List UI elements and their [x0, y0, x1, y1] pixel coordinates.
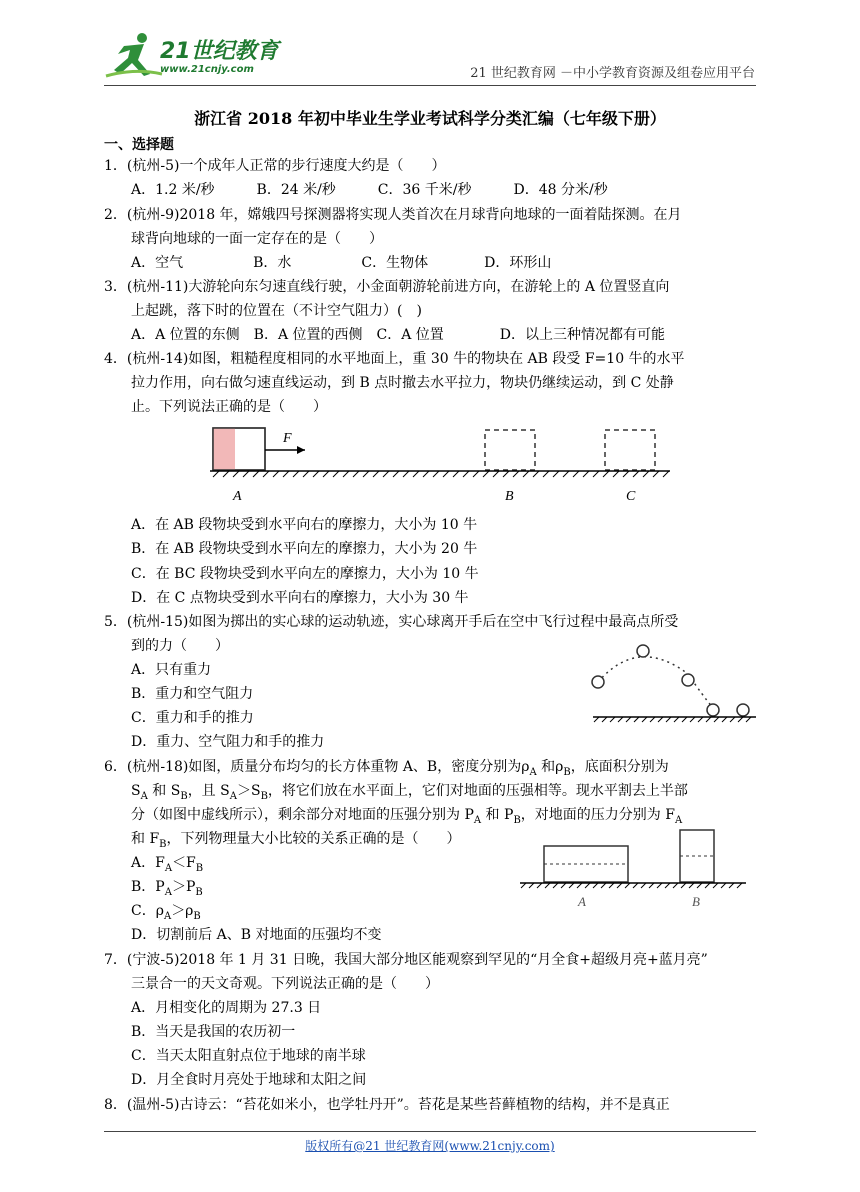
- question-5-option-d: D．重力、空气阻力和手的推力: [131, 734, 325, 750]
- runner-logo-icon: [104, 30, 164, 80]
- question-3-stem-cont: 上起跳，落下时的位置在（不计空气阻力）( ): [131, 303, 422, 319]
- header-divider: [104, 85, 756, 86]
- question-4-stem: 4．(杭州-14)如图，粗糙程度相同的水平地面上，重 30 牛的物块在 AB 段受 F=10 牛的水平: [104, 351, 685, 367]
- page-title: 浙江省 2018 年初中毕业生学业考试科学分类汇编（七年级下册）: [194, 109, 666, 128]
- question-5-figure: [588, 636, 758, 728]
- question-5-option-b: B．重力和空气阻力: [131, 686, 254, 702]
- question-7-option-d: D．月全食时月亮处于地球和太阳之间: [131, 1072, 367, 1088]
- footer-divider: [104, 1131, 756, 1132]
- question-3-options: A．A 位置的东侧 B．A 位置的西侧 C．A 位置 D．以上三种情况都有可能: [131, 327, 666, 343]
- question-6-stem: 6．(杭州-18)如图，质量分布均匀的长方体重物 A、B，密度分别为$\rho_A$ 和$\rho_B$，底面积分别为: [104, 759, 669, 778]
- ball: [707, 704, 719, 716]
- block-b-label: B: [692, 894, 700, 909]
- question-4-option-c: C．在 BC 段物块受到水平向左的摩擦力，大小为 10 牛: [131, 566, 479, 582]
- header-site-name: 21 世纪教育网 －中小学教育资源及组卷应用平台: [470, 66, 755, 81]
- point-a-label: A: [233, 489, 242, 504]
- section-heading: 一、选择题: [104, 137, 174, 153]
- question-1-options: A．1.2 米/秒 B．24 米/秒 C．36 千米/秒 D．48 分米/秒: [131, 182, 608, 198]
- block-shading: [213, 428, 235, 470]
- site-logo[interactable]: [104, 28, 284, 84]
- question-5-stem: 5．(杭州-15)如图为掷出的实心球的运动轨迹，实心球离开手后在空中飞行过程中最高点所受: [104, 614, 679, 630]
- question-7-option-b: B．当天是我国的农历初一: [131, 1024, 296, 1040]
- question-6-figure: [518, 826, 750, 910]
- question-6-stem-cont: 分（如图中虚线所示），剩余部分对地面的压强分别为 $P_A$ 和 $P_B$，对地面的压力分别为 $F_A$: [131, 807, 683, 826]
- question-4-option-d: D．在 C 点物块受到水平向右的摩擦力，大小为 30 牛: [131, 590, 469, 606]
- question-6-stem-cont: 和 $F_B$，下列物理量大小比较的关系正确的是（ ）: [131, 831, 461, 850]
- question-4-figure: [205, 420, 675, 510]
- ball: [637, 645, 649, 657]
- question-2-stem-cont: 球背向地球的一面一定存在的是（ ）: [131, 231, 383, 247]
- block-a-label: A: [578, 894, 586, 909]
- ball: [682, 674, 694, 686]
- question-4-stem-cont: 止。下列说法正确的是（ ）: [131, 399, 327, 415]
- question-2-stem: 2．(杭州-9)2018 年，嫦娥四号探测器将实现人类首次在月球背向地球的一面着陆探测。在月: [104, 207, 682, 223]
- question-6-option-a: A．$F_A<F_B$: [131, 855, 204, 874]
- ball: [737, 704, 749, 716]
- logo-title: 21世纪教育: [160, 39, 279, 64]
- question-6-option-d: D．切割前后 A、B 对地面的压强均不变: [131, 927, 382, 943]
- force-label: F: [283, 431, 292, 446]
- question-5-stem-cont: 到的力（ ）: [131, 638, 229, 654]
- question-6-stem-cont: $S_A$ 和 $S_B$，且 $S_A>S_B$，将它们放在水平面上，它们对地面的压强相等。现水平割去上半部: [131, 783, 688, 802]
- question-5-option-c: C．重力和手的推力: [131, 710, 254, 726]
- question-7-stem: 7．(宁波-5)2018 年 1 月 31 日晚，我国大部分地区能观察到罕见的“月全食+超级月亮+蓝月亮”: [104, 952, 708, 968]
- ball: [592, 676, 604, 688]
- block-at-c: [605, 430, 655, 470]
- block-b: [680, 830, 714, 882]
- question-8-stem: 8．(温州-5)古诗云：“苔花如米小，也学牡丹开”。苔花是某些苔藓植物的结构，并不是真正: [104, 1097, 670, 1113]
- question-7-stem-cont: 三景合一的天文奇观。下列说法正确的是（ ）: [131, 976, 439, 992]
- question-5-option-a: A．只有重力: [131, 662, 212, 678]
- point-b-label: B: [505, 489, 514, 504]
- logo-url: www.21cnjy.com: [160, 64, 254, 75]
- question-4-stem-cont: 拉力作用，向右做匀速直线运动，到 B 点时撤去水平拉力，物块仍继续运动，到 C 处静: [131, 375, 674, 391]
- question-2-options: A．空气 B．水 C．生物体 D．环形山: [131, 255, 552, 271]
- ball-trajectory: [598, 657, 713, 708]
- block-at-b: [485, 430, 535, 470]
- question-4-option-a: A．在 AB 段物块受到水平向右的摩擦力，大小为 10 牛: [131, 517, 478, 533]
- question-3-stem: 3．(杭州-11)大游轮向东匀速直线行驶，小金面朝游轮前进方向，在游轮上的 A 位置竖直向: [104, 279, 670, 295]
- question-6-option-b: B．$P_A>P_B$: [131, 879, 203, 898]
- question-6-option-c: C．$\rho_A>\rho_B$: [131, 903, 201, 922]
- question-7-option-c: C．当天太阳直射点位于地球的南半球: [131, 1048, 366, 1064]
- point-c-label: C: [626, 489, 636, 504]
- copyright-link[interactable]: 版权所有@21 世纪教育网(www.21cnjy.com): [305, 1139, 555, 1153]
- question-7-option-a: A．月相变化的周期为 27.3 日: [131, 1000, 322, 1016]
- question-1-stem: 1．(杭州-5)一个成年人正常的步行速度大约是（ ）: [104, 158, 446, 174]
- question-4-option-b: B．在 AB 段物块受到水平向左的摩擦力，大小为 20 牛: [131, 541, 478, 557]
